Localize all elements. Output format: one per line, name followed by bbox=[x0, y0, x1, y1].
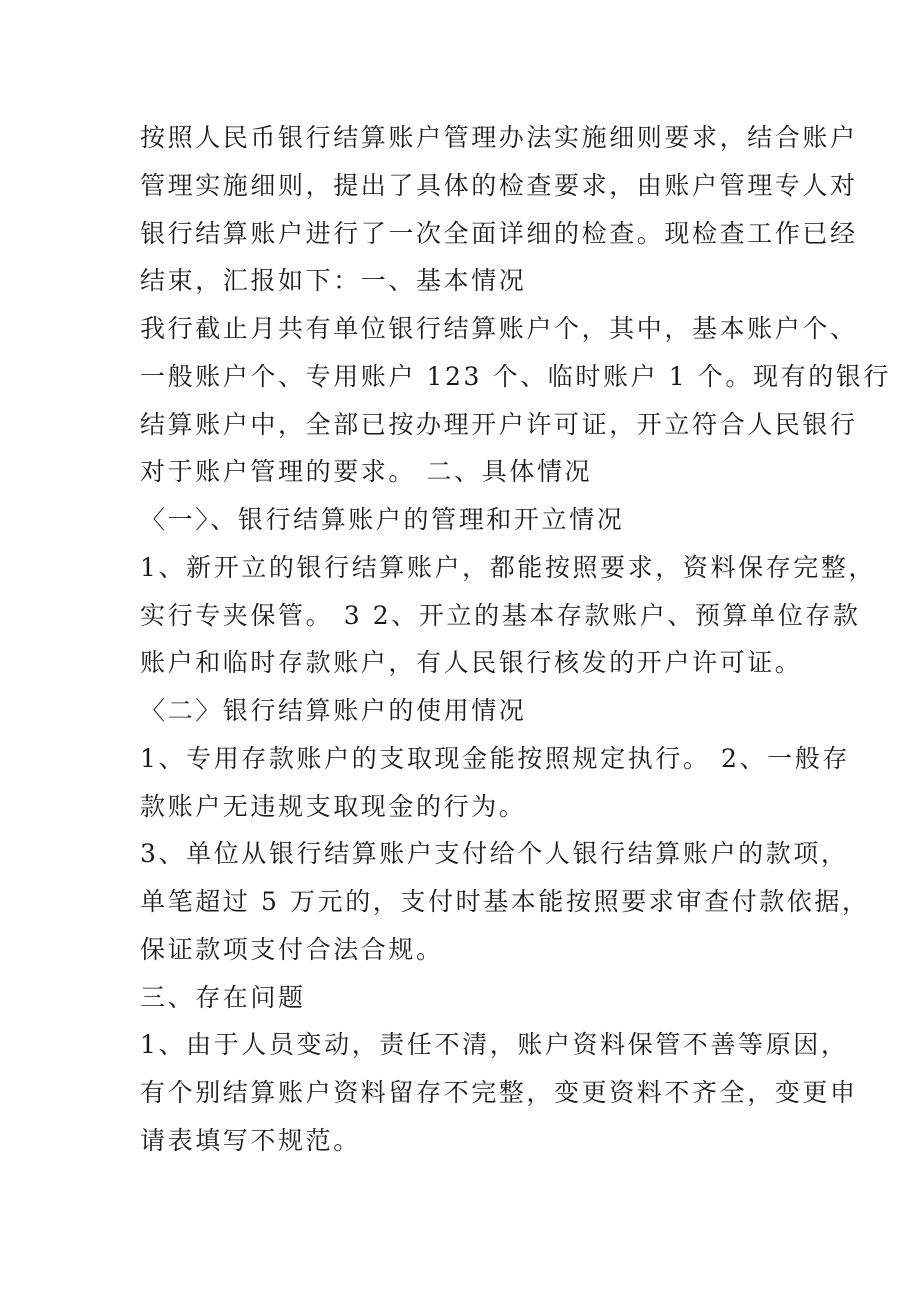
paragraph-line: 一般账户个、专用账户 123 个、临时账户 1 个。现有的银行 bbox=[140, 362, 892, 391]
paragraph-line: 我行截止月共有单位银行结算账户个，其中，基本账户个、 bbox=[140, 314, 858, 343]
section-heading: 〈一〉、银行结算账户的管理和开立情况 bbox=[140, 505, 625, 534]
paragraph-line: 款账户无违规支取现金的行为。 bbox=[140, 792, 527, 821]
paragraph-line: 结束，汇报如下：一、基本情况 bbox=[140, 266, 527, 295]
paragraph-line: 管理实施细则，提出了具体的检查要求，由账户管理专人对 bbox=[140, 171, 858, 200]
section-heading: 〈二〉银行结算账户的使用情况 bbox=[140, 696, 527, 725]
section-heading: 三、存在问题 bbox=[140, 983, 306, 1012]
paragraph-line: 银行结算账户进行了一次全面详细的检查。现检查工作已经 bbox=[140, 219, 858, 248]
paragraph-line: 账户和临时存款账户，有人民银行核发的开户许可证。 bbox=[140, 648, 803, 677]
paragraph-line: 有个别结算账户资料留存不完整，变更资料不齐全，变更申 bbox=[140, 1078, 858, 1107]
paragraph-line: 结算账户中，全部已按办理开户许可证，开立符合人民银行 bbox=[140, 410, 858, 439]
paragraph-line: 3、单位从银行结算账户支付给个人银行结算账户的款项， bbox=[140, 839, 849, 868]
paragraph-line: 1、新开立的银行结算账户，都能按照要求，资料保存完整， bbox=[140, 553, 877, 582]
paragraph-line: 按照人民币银行结算账户管理办法实施细则要求，结合账户 bbox=[140, 123, 858, 152]
paragraph-line: 保证款项支付合法合规。 bbox=[140, 935, 444, 964]
paragraph-line: 单笔超过 5 万元的，支付时基本能按照要求审查付款依据， bbox=[140, 887, 870, 916]
paragraph-line: 1、专用存款账户的支取现金能按照规定执行。 2、一般存 bbox=[140, 744, 850, 773]
paragraph-line: 1、由于人员变动，责任不清，账户资料保管不善等原因， bbox=[140, 1030, 849, 1059]
paragraph-line: 请表填写不规范。 bbox=[140, 1126, 361, 1155]
paragraph-line: 对于账户管理的要求。 二、具体情况 bbox=[140, 457, 593, 486]
paragraph-line: 实行专夹保管。 3 2、开立的基本存款账户、预算单位存款 bbox=[140, 601, 861, 630]
